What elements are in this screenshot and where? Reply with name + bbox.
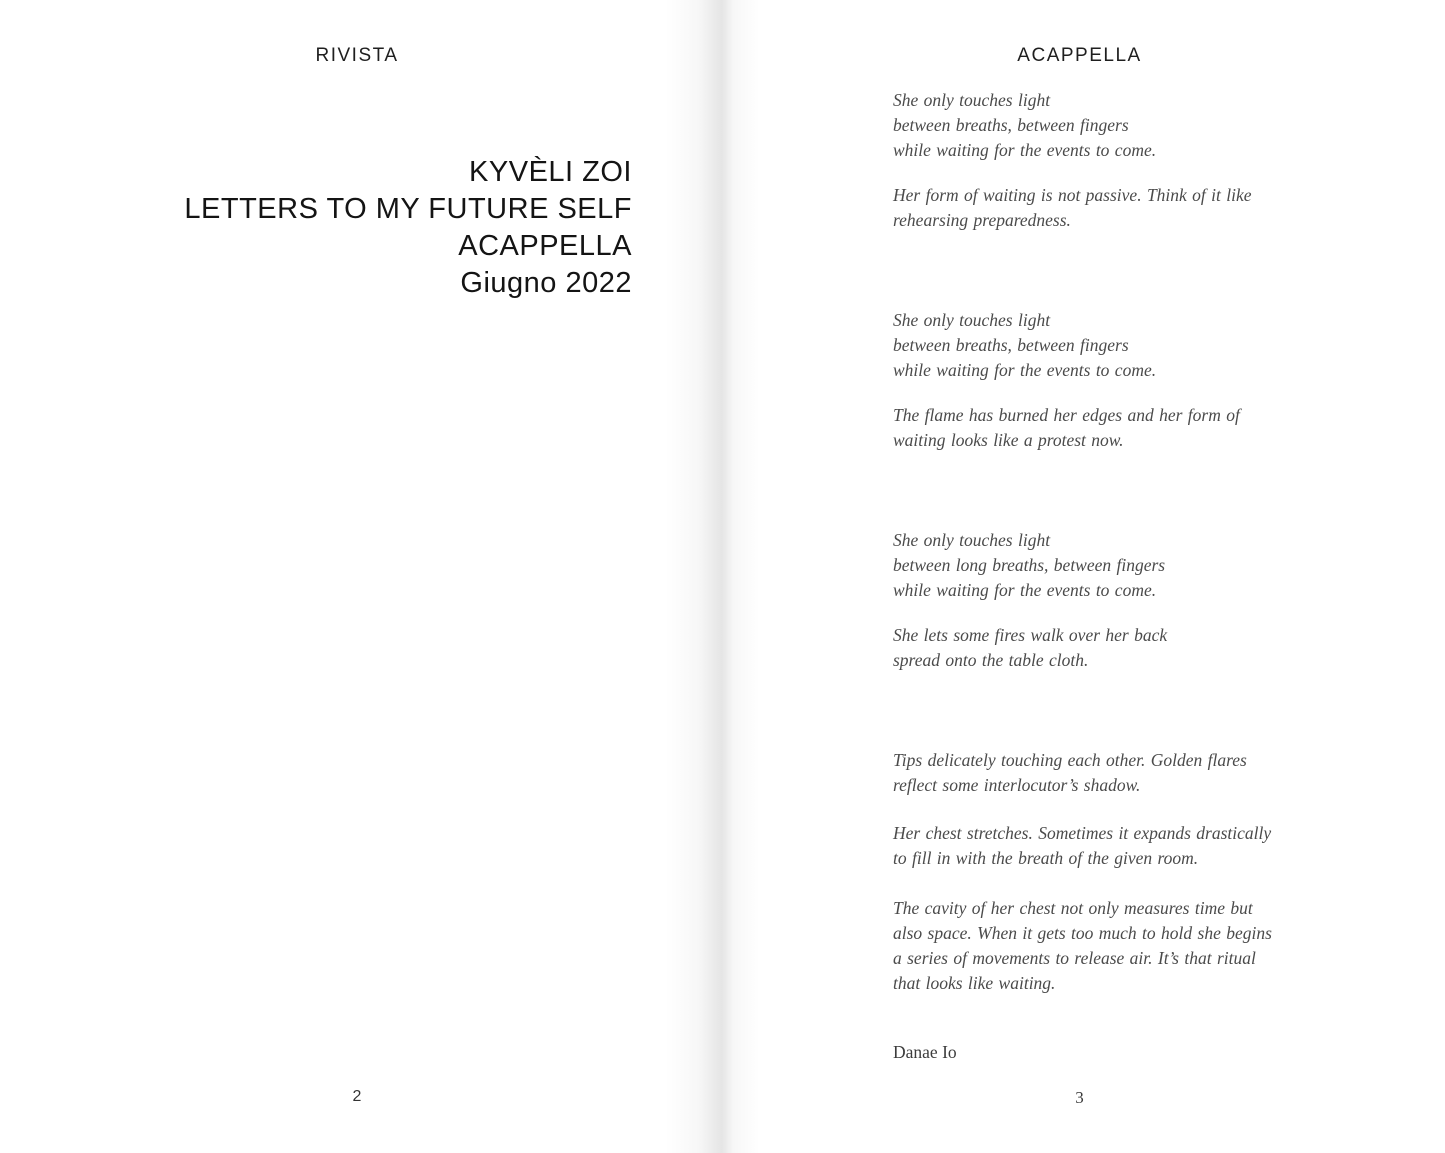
poem-line: She lets some fires walk over her back [893,625,1168,645]
poem-line: She only touches light [893,530,1051,550]
poem-author: Danae Io [893,1042,957,1062]
poem-line: to fill in with the breath of the given room. [893,848,1199,868]
poem-line: The cavity of her chest not only measures time but [893,898,1253,918]
poem-stanza [893,308,1393,383]
poem-line: between long breaths, between fingers [893,555,1166,575]
poem-stanza [893,88,1393,163]
title-author-line: KYVÈLI ZOI [469,156,632,188]
poem-stanza [893,528,1393,603]
poem-line: reflect some interlocutor’s shadow. [893,775,1141,795]
poem-stanza [893,623,1393,673]
poem-line: waiting looks like a protest now. [893,430,1124,450]
title-work-line: LETTERS TO MY FUTURE SELF [184,193,632,225]
right-running-head: ACAPPELLA [1017,45,1142,66]
poem-stanza [893,403,1393,453]
left-running-head: RIVISTA [315,45,399,66]
poem-line: The flame has burned her edges and her form of [893,405,1240,425]
title-date-line: Giugno 2022 [460,267,632,299]
poem-stanza [893,896,1393,996]
poem-line: Her chest stretches. Sometimes it expands drastically [893,823,1272,843]
poem-line: also space. When it gets too much to hold she begins [893,923,1272,943]
poem-line: Tips delicately touching each other. Golden flares [893,750,1247,770]
left-page-number: 2 [352,1088,362,1105]
poem-line: between breaths, between fingers [893,115,1129,135]
poem-line: between breaths, between fingers [893,335,1129,355]
poem-line: while waiting for the events to come. [893,580,1157,600]
poem-line: Her form of waiting is not passive. Think of it like [893,185,1252,205]
poem-line: spread onto the table cloth. [893,650,1089,670]
poem-stanza [893,748,1393,798]
poem-stanza [893,183,1393,233]
page-right [714,0,1445,1153]
poem-line: while waiting for the events to come. [893,140,1157,160]
poem-line: a series of movements to release air. It’s that ritual [893,948,1256,968]
poem [893,88,1393,996]
right-page-number: 3 [1075,1088,1084,1107]
poem-stanza [893,821,1393,871]
poem-line: rehearsing preparedness. [893,210,1071,230]
title-section-line: ACAPPELLA [458,230,632,262]
page-left [0,0,714,1153]
poem-line: She only touches light [893,90,1051,110]
title-block [184,154,632,302]
poem-line: that looks like waiting. [893,973,1056,993]
poem-line: while waiting for the events to come. [893,360,1157,380]
poem-line: She only touches light [893,310,1051,330]
